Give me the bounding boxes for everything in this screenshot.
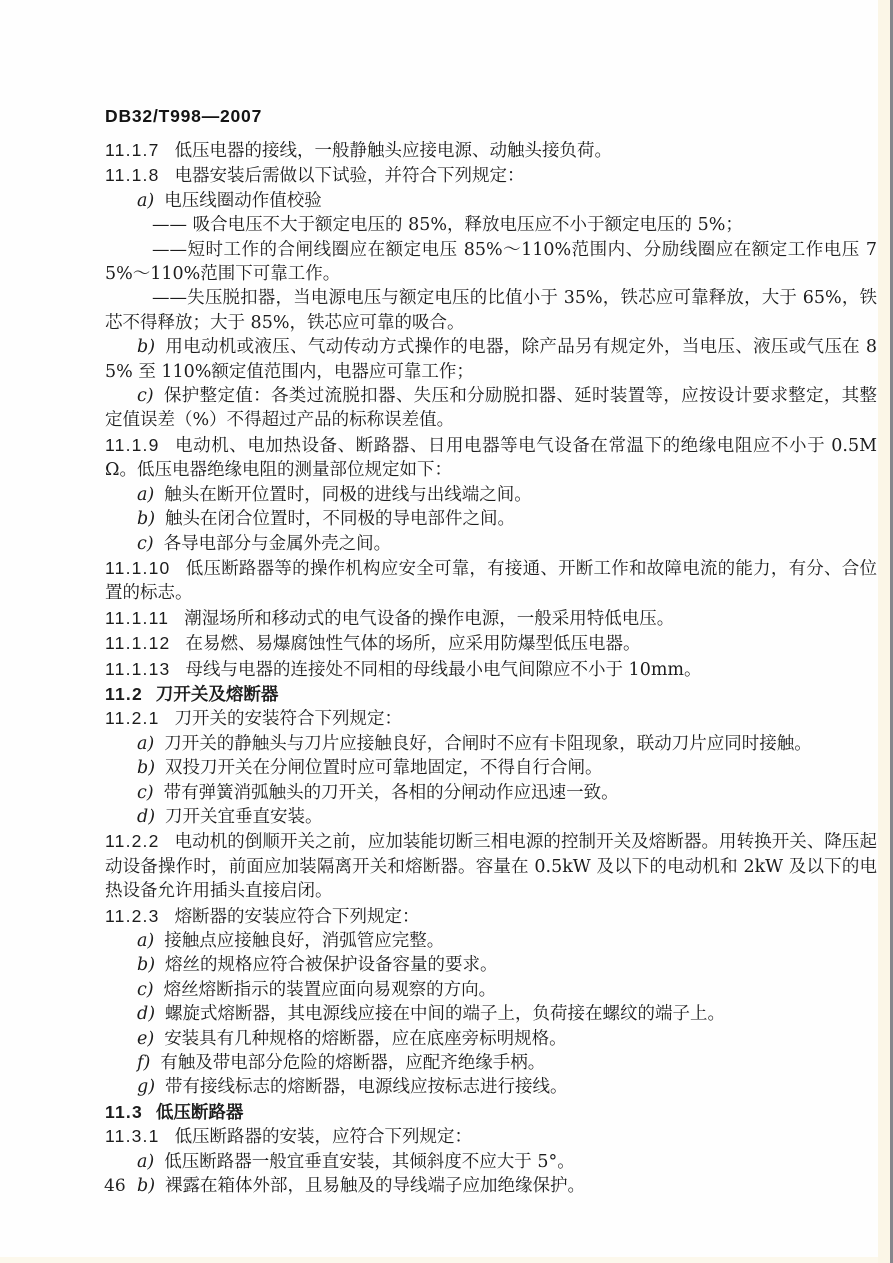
clause-text: 电器安装后需做以下试验，并符合下列规定： bbox=[174, 166, 525, 187]
paragraph bbox=[105, 929, 877, 953]
clause-text: 各导电部分与金属外壳之间。 bbox=[163, 533, 392, 554]
clause-text: 熔断器的安装应符合下列规定： bbox=[174, 906, 420, 927]
clause-text: 刀开关及熔断器 bbox=[155, 683, 279, 704]
clause-number: 11.3.1 bbox=[105, 1126, 160, 1147]
clause-text: 触头在闭合位置时，不同极的导电部件之间。 bbox=[165, 509, 516, 530]
clause-text: 刀开关的安装符合下列规定： bbox=[174, 709, 403, 730]
clause-text: 低压断路器的安装，应符合下列规定： bbox=[174, 1127, 473, 1148]
clause-number: d) bbox=[137, 806, 156, 827]
clause-text: 电动机的倒顺开关之前，应加装能切断三相电源的控制开关及熔断器。用转换开关、降压起动设备操作时，前面应加装隔离开关和熔断器。容量在 0.5kW 及以下的电动机和 2kW 及以下的电热设备允许用插头直接启闭。 bbox=[105, 832, 877, 902]
clause-number: d) bbox=[137, 1004, 156, 1025]
clause-number: 11.1.9 bbox=[105, 434, 160, 455]
clause-number: c) bbox=[137, 979, 154, 1000]
clause-text: 低压断路器 bbox=[155, 1101, 244, 1122]
clause-text: 螺旋式熔断器，其电源线应接在中间的端子上，负荷接在螺纹的端子上。 bbox=[165, 1004, 726, 1025]
clause-number: e) bbox=[137, 1028, 155, 1049]
clause-text: 触头在断开位置时，同极的进线与出线端之间。 bbox=[164, 484, 532, 505]
paragraph bbox=[105, 978, 877, 1002]
clause-text: 电动机、电加热设备、断路器、日用电器等电气设备在常温下的绝缘电阻应不小于 0.5MΩ。低压电器绝缘电阻的测量部位规定如下： bbox=[105, 435, 877, 481]
paragraph bbox=[105, 286, 877, 335]
clause-number: c) bbox=[137, 533, 154, 554]
clause-text: 母线与电器的连接处不同相的母线最小电气间隙应不小于 10mm。 bbox=[185, 659, 702, 680]
paragraph bbox=[105, 904, 877, 929]
clause-number: 11.2.3 bbox=[105, 905, 160, 926]
clause-text: 带有弹簧消弧触头的刀开关，各相的分闸动作应迅速一致。 bbox=[163, 782, 619, 803]
clause-number: 11.2.1 bbox=[105, 708, 160, 729]
clause-number: a) bbox=[137, 931, 155, 951]
paragraph bbox=[105, 682, 877, 706]
scan-edge-right bbox=[878, 0, 890, 1263]
page-number: 46 bbox=[104, 1176, 126, 1196]
clause-number: b) bbox=[137, 758, 156, 779]
clause-number: b) bbox=[137, 337, 156, 358]
clause-text: ——短时工作的合闸线圈应在额定电压 85%～110%范围内、分励线圈应在额定工作电压 75%～110%范围下可靠工作。 bbox=[105, 239, 877, 285]
clause-number: a) bbox=[137, 1151, 155, 1172]
paragraph bbox=[105, 1027, 877, 1051]
clause-text: 刀开关宜垂直安装。 bbox=[165, 806, 323, 827]
paragraph bbox=[105, 732, 877, 756]
paragraph bbox=[105, 953, 877, 977]
clause-text: 潮湿场所和移动式的电气设备的操作电源，一般采用特低电压。 bbox=[184, 608, 675, 629]
clause-number: a) bbox=[137, 484, 155, 505]
paragraph bbox=[105, 706, 877, 731]
clause-number: 11.2 bbox=[105, 683, 143, 704]
paragraph bbox=[105, 384, 877, 433]
clause-number: 11.2.2 bbox=[105, 831, 160, 852]
clause-text: 接触点应接触良好，消弧管应完整。 bbox=[164, 931, 445, 951]
paragraph bbox=[105, 1075, 877, 1099]
scan-edge-bottom bbox=[0, 1257, 893, 1263]
clause-number: a) bbox=[137, 190, 155, 211]
clause-text: 裸露在箱体外部，且易触及的导线端子应加绝缘保护。 bbox=[165, 1176, 586, 1197]
paragraph bbox=[105, 532, 877, 556]
paragraph bbox=[105, 138, 877, 163]
paragraph bbox=[105, 189, 877, 213]
clause-text: 双投刀开关在分闸位置时应可靠地固定，不得自行合闸。 bbox=[165, 758, 603, 779]
paragraph bbox=[105, 1124, 877, 1149]
clause-number: 11.1.7 bbox=[105, 140, 160, 160]
clause-text: 安装具有几种规格的熔断器，应在底座旁标明规格。 bbox=[164, 1028, 567, 1049]
clause-number: 11.1.13 bbox=[105, 658, 171, 679]
clause-number: 11.1.8 bbox=[105, 165, 160, 186]
paragraph bbox=[105, 1150, 877, 1174]
clause-number: g) bbox=[137, 1077, 156, 1098]
paragraph bbox=[105, 756, 877, 780]
paragraph bbox=[105, 238, 877, 287]
standard-code-header: DB32/T998—2007 bbox=[105, 106, 263, 126]
clause-number: 11.3 bbox=[105, 1101, 143, 1122]
clause-number: f) bbox=[137, 1053, 151, 1074]
clause-number: c) bbox=[137, 386, 154, 407]
paragraph bbox=[105, 1051, 877, 1075]
clause-text: 熔丝的规格应符合被保护设备容量的要求。 bbox=[165, 955, 498, 976]
paragraph bbox=[105, 483, 877, 507]
paragraph bbox=[105, 335, 877, 384]
clause-text: 低压断路器等的操作机构应安全可靠，有接通、开断工作和故障电流的能力，有分、合位置的标志。 bbox=[105, 558, 877, 604]
paragraph bbox=[105, 657, 877, 682]
paragraph bbox=[105, 1174, 877, 1198]
clause-number: b) bbox=[137, 955, 156, 976]
paragraph bbox=[105, 606, 877, 631]
paragraph bbox=[105, 1100, 877, 1124]
clause-text: 带有接线标志的熔断器，电源线应按标志进行接线。 bbox=[165, 1077, 568, 1098]
clause-text: 电压线圈动作值校验 bbox=[164, 190, 322, 211]
clause-text: 有触及带电部分危险的熔断器，应配齐绝缘手柄。 bbox=[160, 1053, 546, 1074]
clause-number: 11.1.10 bbox=[105, 557, 171, 578]
paragraph bbox=[105, 1002, 877, 1026]
clause-text: 保护整定值：各类过流脱扣器、失压和分励脱扣器、延时装置等，应按设计要求整定，其整定值误差（%）不得超过产品的标称误差值。 bbox=[105, 386, 877, 431]
clause-number: a) bbox=[137, 733, 155, 754]
clause-number: b) bbox=[137, 509, 156, 530]
paragraph bbox=[105, 781, 877, 805]
paragraph bbox=[105, 163, 877, 188]
paragraph bbox=[105, 213, 877, 237]
clause-number: c) bbox=[137, 782, 154, 803]
clause-text: 用电动机或液压、气动传动方式操作的电器，除产品另有规定外，当电压、液压或气压在 85% 至 110%额定值范围内，电器应可靠工作； bbox=[105, 337, 877, 382]
clause-number: 11.1.11 bbox=[105, 607, 170, 628]
clause-text: 熔丝熔断指示的装置应面向易观察的方向。 bbox=[163, 979, 497, 1000]
document-body bbox=[105, 138, 877, 1198]
paragraph bbox=[105, 631, 877, 656]
clause-text: 低压断路器一般宜垂直安装，其倾斜度不应大于 5°。 bbox=[164, 1151, 575, 1172]
clause-number: b) bbox=[137, 1176, 156, 1197]
paragraph bbox=[105, 507, 877, 531]
paragraph bbox=[105, 805, 877, 829]
clause-text: ——失压脱扣器，当电源电压与额定电压的比值小于 35%，铁芯应可靠释放，大于 65%，铁芯不得释放；大于 85%，铁芯应可靠的吸合。 bbox=[105, 288, 877, 333]
paragraph bbox=[105, 433, 877, 483]
clause-number: 11.1.12 bbox=[105, 633, 171, 654]
clause-text: 刀开关的静触头与刀片应接触良好，合闸时不应有卡阻现象，联动刀片应同时接触。 bbox=[164, 733, 812, 754]
clause-text: 在易燃、易爆腐蚀性气体的场所，应采用防爆型低压电器。 bbox=[185, 634, 641, 655]
clause-text: 低压电器的接线，一般静触头应接电源、动触头接负荷。 bbox=[174, 141, 613, 161]
clause-text: —— 吸合电压不大于额定电压的 85%，释放电压应不小于额定电压的 5%； bbox=[152, 215, 743, 236]
paragraph bbox=[105, 829, 877, 903]
paragraph bbox=[105, 556, 877, 606]
